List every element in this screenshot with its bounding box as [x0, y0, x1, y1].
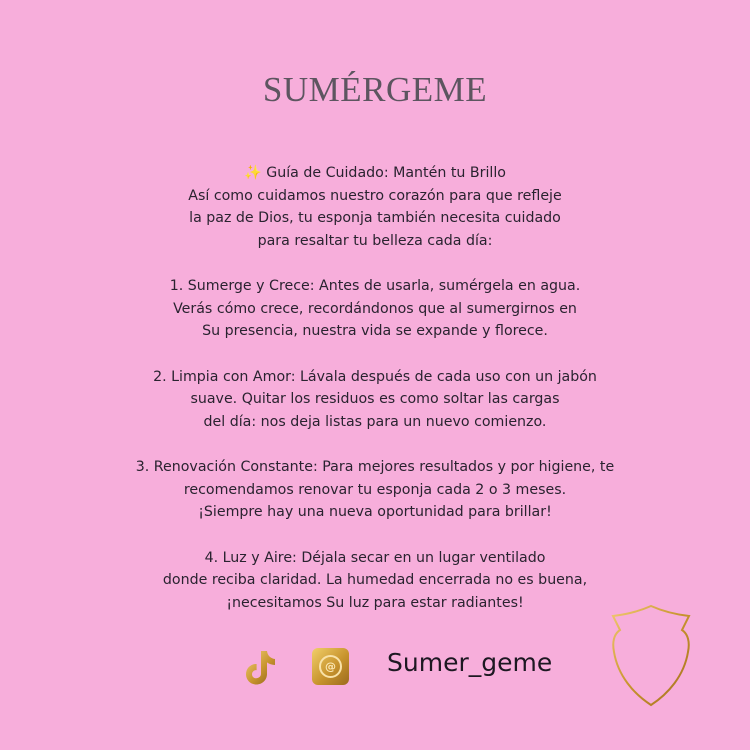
- instagram-glyph: @: [319, 655, 342, 678]
- step-line: 3. Renovación Constante: Para mejores resultados y por higiene, te: [135, 459, 615, 475]
- sparkle-icon: ✨: [244, 165, 262, 181]
- shield-icon: [608, 604, 694, 708]
- care-guide: [0, 162, 750, 637]
- step-3: [0, 456, 750, 524]
- step-2: [0, 366, 750, 434]
- instagram-icon[interactable]: [312, 648, 349, 685]
- intro-paragraph: [0, 162, 750, 252]
- social-handle[interactable]: Sumer_geme: [387, 648, 553, 677]
- step-line: ¡Siempre hay una nueva oportunidad para brillar!: [198, 504, 552, 520]
- step-line: Su presencia, nuestra vida se expande y florece.: [202, 323, 548, 339]
- step-1: [0, 275, 750, 343]
- step-line: 2. Limpia con Amor: Lávala después de cada uso con un jabón: [153, 368, 597, 385]
- step-line: Verás cómo crece, recordándonos que al sumergirnos en: [173, 300, 577, 317]
- intro-line: ✨ Guía de Cuidado: Mantén tu Brillo: [244, 165, 506, 181]
- step-line: recomendamos renovar tu esponja cada 2 o 3 meses.: [183, 481, 567, 498]
- intro-line: Así como cuidamos nuestro corazón para que refleje: [188, 187, 562, 204]
- step-line: suave. Quitar los residuos es como soltar las cargas: [190, 391, 560, 407]
- intro-line: la paz de Dios, tu esponja también necesita cuidado: [189, 210, 561, 226]
- step-line: ¡necesitamos Su luz para estar radiantes!: [226, 594, 524, 611]
- page-title: SUMÉRGEME: [262, 70, 488, 109]
- intro-line: para resaltar tu belleza cada día:: [257, 232, 493, 249]
- tiktok-icon[interactable]: [244, 648, 280, 686]
- step-line: donde reciba claridad. La humedad encerrada no es buena,: [162, 572, 588, 588]
- step-line: del día: nos deja listas para un nuevo comienzo.: [203, 413, 547, 430]
- step-line: 1. Sumerge y Crece: Antes de usarla, sumérgela en agua.: [169, 278, 581, 294]
- step-line: 4. Luz y Aire: Déjala secar en un lugar ventilado: [204, 549, 546, 566]
